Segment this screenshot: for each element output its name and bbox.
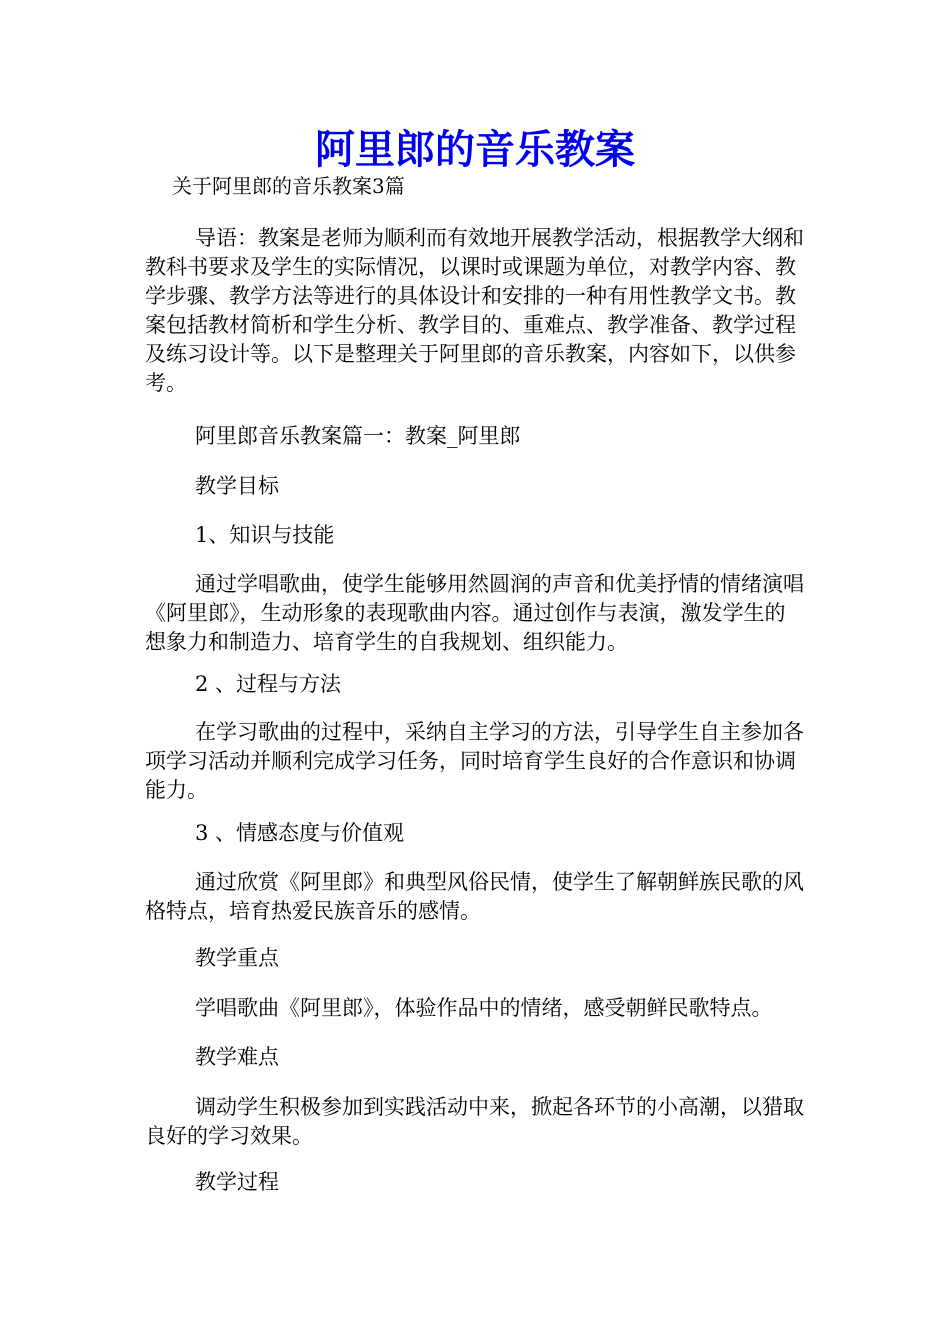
heading-teaching-process: 教学过程 <box>195 1170 279 1194</box>
heading-teaching-focus: 教学重点 <box>195 946 279 970</box>
paragraph-emotion-values: 通过欣赏《阿里郎》和典型风俗民情，使学生了解朝鲜族民歌的风格特点，培育热爱民族音乐的感情。 <box>145 870 804 923</box>
paragraph-process-method: 在学习歌曲的过程中，采纳自主学习的方法，引导学生自主参加各项学习活动并顺利完成学习任务，同时培育学生良好的合作意识和协调能力。 <box>145 720 804 802</box>
heading-knowledge-skills: 1、知识与技能 <box>195 523 335 547</box>
paragraph-knowledge-skills: 通过学唱歌曲，使学生能够用然圆润的声音和优美抒情的情绪演唱《阿里郎》，生动形象的表现歌曲内容。通过创作与表演，激发学生的想象力和制造力、培育学生的自我规划、组织能力。 <box>145 572 804 654</box>
document-title: 阿里郎的音乐教案 <box>315 127 635 173</box>
document-subtitle: 关于阿里郎的音乐教案3篇 <box>172 174 405 198</box>
heading-teaching-goals: 教学目标 <box>195 474 279 498</box>
heading-emotion-values: 3 、情感态度与价值观 <box>195 821 405 845</box>
paragraph-teaching-focus: 学唱歌曲《阿里郎》，体验作品中的情绪，感受朝鲜民歌特点。 <box>195 996 773 1020</box>
section-heading-lesson-one: 阿里郎音乐教案篇一：教案_阿里郎 <box>195 424 521 448</box>
paragraph-intro: 导语：教案是老师为顺利而有效地开展教学活动，根据教学大纲和教科书要求及学生的实际情况，以课时或课题为单位，对教学内容、教学步骤、教学方法等进行的具体设计和安排的一种有用性教学文书。教案包括教材简析和学生分析、教学目的、重难点、教学准备、教学过程及练习设计等。以下是整理关于阿里郎的音乐教案，内容如下，以供参考。 <box>145 226 804 395</box>
paragraph-teaching-difficulty: 调动学生积极参加到实践活动中来，掀起各环节的小高潮，以猎取良好的学习效果。 <box>145 1095 804 1148</box>
heading-teaching-difficulty: 教学难点 <box>195 1045 279 1069</box>
heading-process-method: 2 、过程与方法 <box>195 672 342 696</box>
